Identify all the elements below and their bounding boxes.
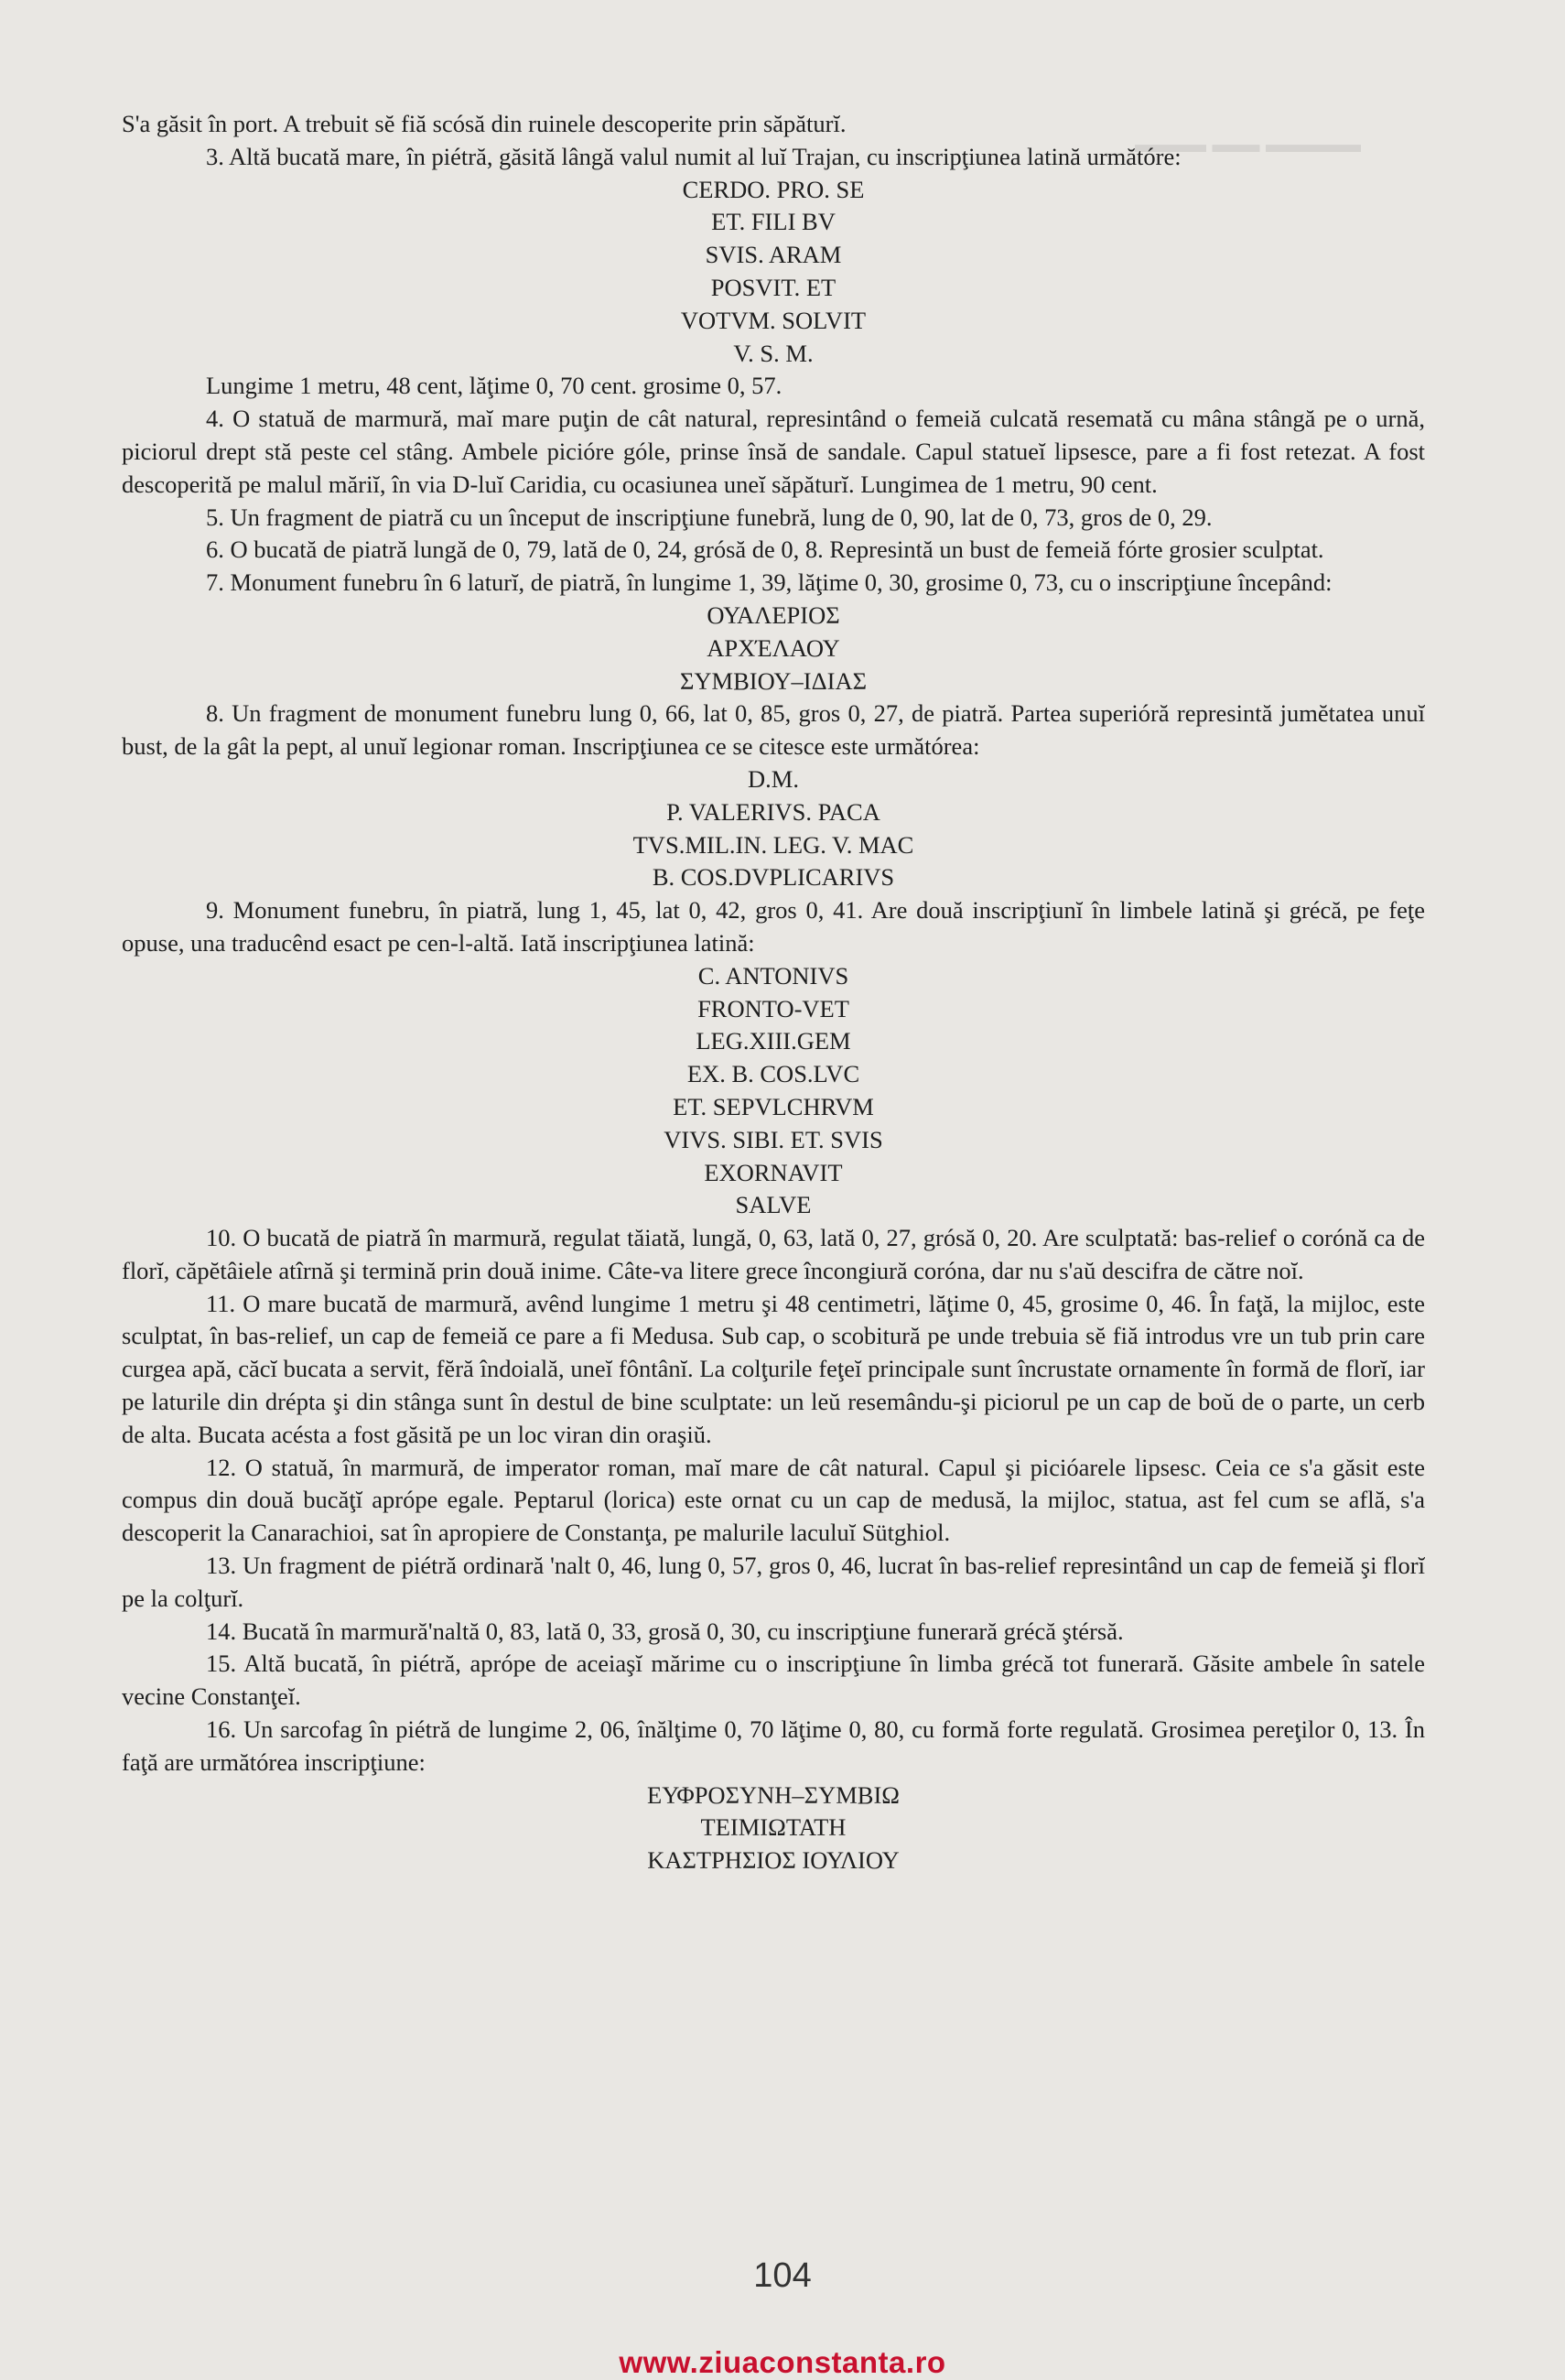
paragraph: 7. Monument funebru în 6 laturĭ, de piatră, în lungime 1, 39, lăţime 0, 30, grosime 0, 73, cu o inscripţiune începând:: [206, 568, 1333, 597]
inscription-line: EX. B. COS.LVC: [686, 1060, 860, 1088]
paragraph: 10. O bucată de piatră în marmură, regulat tăiată, lungă, 0, 63, lată 0, 27, grósă 0, 20. Are sculptată: bas-relief o corónă ca de florĭ, căpĕtâiele atîrnă şi termină prin două inime. Câte-va litere grece încongiură coróna, dar nu s'aŭ descifra de către noĭ.: [122, 1224, 1425, 1284]
inscription-line: EXORNAVIT: [704, 1158, 843, 1186]
paragraph: 12. O statuă, în marmură, de imperator roman, maĭ mare de cât natural. Capul şi picióarele lipsesc. Ceia ce s'a găsit este compus din două bucăţĭ aprópe egale. Peptarul (lorica) este ornat cu un cap de medusă, la mijloc, statua, ast fel cum se află, s'a descoperit la Canarachioi, sat în apropiere de Constanţa, pe malurile laculuĭ Sütghiol.: [122, 1453, 1425, 1547]
paragraph: 11. O mare bucată de marmură, avênd lungime 1 metru şi 48 centimetri, lăţime 0, 45, grosime 0, 46. În faţă, la mijloc, este sculptat, în bas-relief, un cap de femeiă ce pare a fi Medusa. Sub cap, o scobitură pe unde trebuia sĕ fiă introdus vre un tub prin care curgea apă, căcĭ bucata a servit, fĕră îndoială, uneĭ fôntânĭ. La colţurile feţeĭ principale sunt încrustate ornamente în formă de florĭ, iar pe laturile din drépta şi din stânga sunt în destul de bine sculptate: un leŭ resemându-şi piciorul pe un cap de boŭ de o parte, un cerb de alta. Bucata acésta a fost găsită pe un loc viran din oraşiŭ.: [122, 1289, 1425, 1448]
paragraph: 5. Un fragment de piatră cu un început de inscripţiune funebră, lung de 0, 90, lat de 0, 73, gros de 0, 29.: [206, 503, 1213, 531]
inscription-line: LEG.XIII.GEM: [696, 1027, 851, 1055]
inscription-line: ΑΡΧΈΛΑΟΥ: [707, 633, 840, 662]
inscription-line: VOTVM. SOLVIT: [680, 306, 867, 334]
paragraph: S'a găsit în port. A trebuit sĕ fiă scósă din ruinele descoperite prin săpăturĭ.: [122, 110, 847, 137]
inscription-line: FRONTO-VET: [697, 994, 849, 1022]
main-text: [122, 108, 1425, 1877]
inscription-line: ΕΥΦΡΟΣΥΝΗ–ΣΥΜΒΙΩ: [647, 1780, 900, 1809]
paragraph: 16. Un sarcofag în piétră de lungime 2, 06, înălţime 0, 70 lăţime 0, 80, cu formă forte regulată. Grosimea pereţilor 0, 13. În faţă are următórea inscripţiune:: [122, 1715, 1425, 1776]
paragraph: 6. O bucată de piatră lungă de 0, 79, lată de 0, 24, grósă de 0, 8. Represintă un bust de femeiă fórte grosier sculptat.: [206, 536, 1324, 564]
inscription-line: VIVS. SIBI. ET. SVIS: [664, 1125, 883, 1153]
inscription-line: POSVIT. ET: [710, 273, 836, 301]
inscription-line: D.M.: [748, 764, 799, 793]
inscription-line: V. S. M.: [733, 339, 814, 367]
inscription-line: B. COS.DVPLICARIVS: [652, 863, 895, 892]
footer-website-link[interactable]: www.ziuaconstanta.ro: [619, 2345, 946, 2379]
inscription-line: ET. FILI BV: [711, 208, 836, 236]
inscription-line: ΟΥΑΛΕΡΙΟΣ: [707, 600, 840, 629]
inscription-line: P. VALERIVS. PACA: [666, 797, 880, 826]
inscription-line: CERDO. PRO. SE: [682, 175, 865, 203]
inscription-line: TVS.MIL.IN. LEG. V. MAC: [632, 830, 914, 859]
paragraph: 4. O statuă de marmură, maĭ mare puţin de cât natural, represintând o femeiă culcată resemată cu mâna stângă pe o urnă, piciorul drept stă peste cel stâng. Ambele picióre góle, prinse însă de sandale. Capul statueĭ lipsesce, pare a fi fost retezat. A fost descoperită pe malul măriĭ, în via D-luĭ Caridia, cu ocasiunea uneĭ săpăturĭ. Lungimea de 1 metru, 90 cent.: [122, 405, 1425, 498]
paragraph: Lungime 1 metru, 48 cent, lăţime 0, 70 cent. grosime 0, 57.: [206, 372, 782, 400]
paragraph: 13. Un fragment de piétră ordinară 'nalt 0, 46, lung 0, 57, gros 0, 46, lucrat în bas-relief represintând un cap de femeiă şi florĭ pe la colţurĭ.: [122, 1552, 1425, 1612]
inscription-line: SVIS. ARAM: [705, 241, 842, 269]
paragraph: 9. Monument funebru, în piatră, lung 1, 45, lat 0, 42, gros 0, 41. Are două inscripţiunĭ în limbele latină şi grécă, pe feţe opuse, una traducênd esact pe cen-l-altă. Iată inscripţiunea latină:: [122, 896, 1425, 957]
inscription-line: SALVE: [735, 1191, 812, 1219]
inscription-line: ET. SEPVLCHRVM: [673, 1092, 874, 1120]
inscription-line: C. ANTONIVS: [697, 961, 849, 990]
paragraph: 15. Altă bucată, în piétră, aprópe de aceiaşĭ mărime cu o inscripţiune în limba grécă tot funerară. Găsite ambele în satele vecine Constanţeĭ.: [122, 1650, 1425, 1711]
bleed-through-decoration: ▬▬▬ ▬▬ ▬▬▬▬: [1135, 131, 1361, 157]
paragraph: 8. Un fragment de monument funebru lung 0, 66, lat 0, 85, gros 0, 27, de piatră. Partea superióră represintă jumĕtatea unuĭ bust, de la gât la pept, al unuĭ legionar roman. Inscripţiunea ce se citesce este următórea:: [122, 699, 1425, 761]
page-number: 104: [753, 2256, 812, 2295]
paragraph: 14. Bucată în marmură'naltă 0, 83, lată 0, 33, grosă 0, 30, cu inscripţiune funerară grécă ştérsă.: [206, 1617, 1124, 1645]
inscription-line: ΚΑΣΤΡΗΣΙΟΣ ΙΟΥΛΙΟΥ: [647, 1846, 900, 1875]
inscription-line: ΣΥΜΒΙΟΥ–ΙΔΙΑΣ: [679, 666, 868, 695]
inscription-line: ΤΕΙΜΙΩΤΑΤΗ: [700, 1813, 847, 1842]
paragraph: 3. Altă bucată mare, în piétră, găsită lângă valul numit al luĭ Trajan, cu inscripţiunea latină următóre:: [206, 142, 1182, 170]
